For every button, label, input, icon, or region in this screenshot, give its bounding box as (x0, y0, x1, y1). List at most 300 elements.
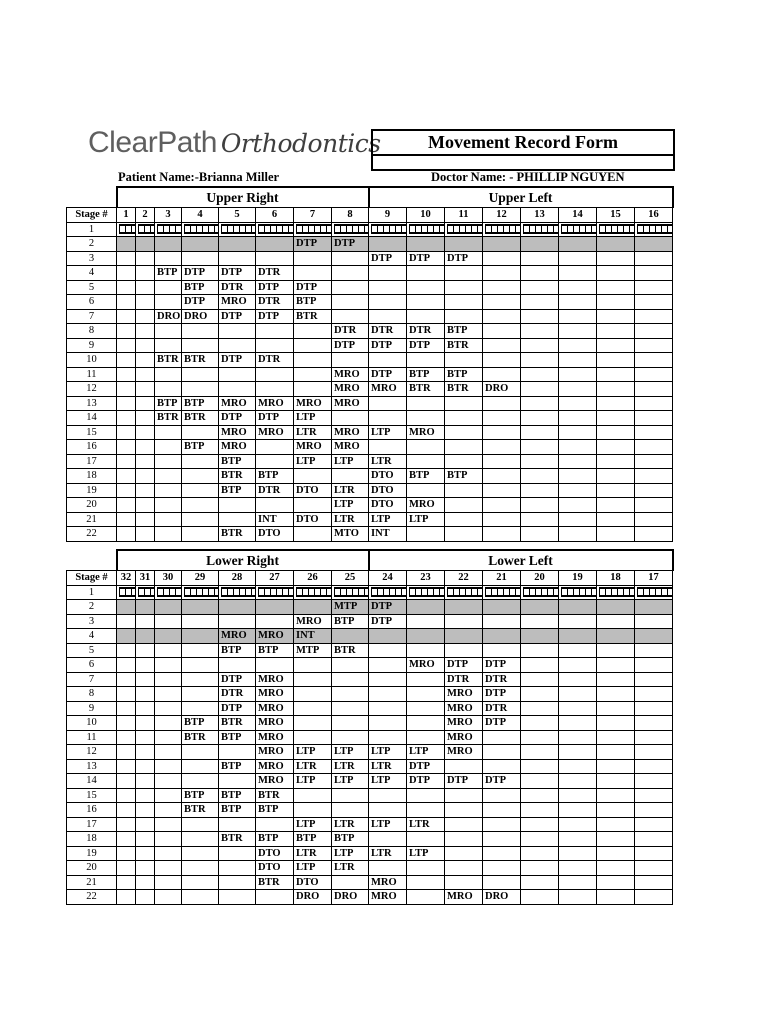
tick-marks (119, 587, 135, 597)
movement-cell: BTP (256, 803, 294, 818)
movement-cell (136, 861, 155, 876)
movement-cell (136, 788, 155, 803)
movement-cell (635, 396, 673, 411)
movement-cell (483, 237, 521, 252)
movement-cell (483, 585, 521, 600)
movement-cell (182, 338, 219, 353)
movement-cell: BTP (182, 788, 219, 803)
movement-cell (182, 512, 219, 527)
movement-cell (407, 527, 445, 542)
lower-arch-table (66, 549, 674, 905)
movement-cell (559, 353, 597, 368)
movement-cell (294, 527, 332, 542)
movement-cell (483, 454, 521, 469)
movement-cell (155, 745, 182, 760)
stage-number: 14 (67, 411, 117, 426)
movement-cell: DRO (483, 890, 521, 905)
movement-cell: LTP (332, 745, 369, 760)
movement-cell: MRO (256, 629, 294, 644)
movement-cell (521, 266, 559, 281)
tooth-number: 7 (294, 208, 332, 223)
movement-cell: MRO (369, 382, 407, 397)
tooth-number: 10 (407, 208, 445, 223)
movement-cell (117, 266, 136, 281)
movement-cell (483, 425, 521, 440)
movement-cell (559, 440, 597, 455)
movement-cell (136, 832, 155, 847)
movement-cell (155, 527, 182, 542)
movement-cell: MRO (256, 774, 294, 789)
movement-cell (117, 338, 136, 353)
movement-cell (635, 600, 673, 615)
movement-cell (117, 643, 136, 658)
movement-cell: MRO (332, 440, 369, 455)
movement-cell (597, 237, 635, 252)
movement-cell (117, 788, 136, 803)
movement-cell: MRO (445, 701, 483, 716)
movement-cell (136, 353, 155, 368)
movement-cell (369, 440, 407, 455)
movement-cell (559, 382, 597, 397)
movement-cell: MRO (445, 730, 483, 745)
movement-cell: DTO (369, 469, 407, 484)
tick-marks (119, 224, 135, 234)
movement-cell (136, 309, 155, 324)
movement-cell: DTP (256, 309, 294, 324)
movement-cell (521, 658, 559, 673)
stage-row (67, 324, 673, 339)
movement-cell (559, 701, 597, 716)
movement-cell (294, 266, 332, 281)
movement-cell (521, 498, 559, 513)
movement-cell (155, 861, 182, 876)
movement-cell (559, 295, 597, 310)
stage-number: 7 (67, 309, 117, 324)
movement-cell: LTP (407, 512, 445, 527)
movement-cell (117, 875, 136, 890)
movement-cell (407, 396, 445, 411)
movement-cell: DRO (332, 890, 369, 905)
movement-cell (483, 745, 521, 760)
movement-cell (597, 745, 635, 760)
movement-cell (182, 324, 219, 339)
movement-cell (521, 222, 559, 237)
doctor-name: Doctor Name: - PHILLIP NGUYEN (431, 170, 625, 184)
movement-cell: BTP (219, 454, 256, 469)
movement-cell (483, 469, 521, 484)
movement-cell (521, 280, 559, 295)
stage-row (67, 701, 673, 716)
movement-cell (559, 367, 597, 382)
movement-cell: MRO (407, 498, 445, 513)
movement-cell (445, 309, 483, 324)
movement-cell (445, 237, 483, 252)
stage-row (67, 774, 673, 789)
movement-cell (136, 295, 155, 310)
movement-cell (407, 875, 445, 890)
movement-cell (136, 716, 155, 731)
movement-cell (521, 237, 559, 252)
movement-cell: BTP (445, 367, 483, 382)
tick-marks (523, 587, 558, 597)
movement-cell: BTR (182, 803, 219, 818)
stage-number: 10 (67, 353, 117, 368)
movement-cell (256, 585, 294, 600)
stage-row (67, 396, 673, 411)
movement-cell (332, 585, 369, 600)
movement-cell (407, 353, 445, 368)
movement-cell (117, 716, 136, 731)
movement-cell: MRO (369, 875, 407, 890)
movement-cell (155, 614, 182, 629)
movement-cell (483, 396, 521, 411)
movement-cell (483, 483, 521, 498)
movement-cell (155, 338, 182, 353)
movement-cell (369, 280, 407, 295)
movement-cell (369, 803, 407, 818)
movement-cell (597, 367, 635, 382)
movement-cell (597, 817, 635, 832)
tick-marks (258, 587, 293, 597)
movement-cell (369, 861, 407, 876)
tooth-number: 21 (483, 571, 521, 586)
movement-cell (635, 585, 673, 600)
movement-cell (332, 658, 369, 673)
movement-cell (559, 396, 597, 411)
movement-cell: DTO (256, 861, 294, 876)
movement-cell (521, 730, 559, 745)
movement-cell (597, 861, 635, 876)
movement-cell (182, 817, 219, 832)
tick-marks (637, 587, 672, 597)
movement-cell (635, 324, 673, 339)
movement-cell (521, 875, 559, 890)
tick-marks (258, 224, 293, 234)
movement-cell: DTR (256, 266, 294, 281)
movement-cell: DTP (483, 716, 521, 731)
movement-cell (136, 440, 155, 455)
movement-cell: MRO (219, 396, 256, 411)
movement-cell: MRO (407, 425, 445, 440)
movement-cell (136, 367, 155, 382)
movement-cell: BTP (155, 396, 182, 411)
tooth-number: 12 (483, 208, 521, 223)
stage-header: Stage # (67, 571, 117, 586)
movement-cell (117, 890, 136, 905)
movement-cell (521, 469, 559, 484)
stage-number: 1 (67, 585, 117, 600)
movement-cell (155, 730, 182, 745)
movement-cell: BTP (219, 788, 256, 803)
stage-number: 16 (67, 803, 117, 818)
movement-cell (294, 803, 332, 818)
movement-cell (635, 875, 673, 890)
movement-cell (597, 585, 635, 600)
movement-cell (483, 338, 521, 353)
movement-cell (635, 658, 673, 673)
movement-cell (559, 890, 597, 905)
stage-number: 11 (67, 367, 117, 382)
movement-cell: BTR (445, 338, 483, 353)
movement-cell (117, 237, 136, 252)
stage-row (67, 498, 673, 513)
movement-cell (407, 803, 445, 818)
movement-cell (559, 803, 597, 818)
movement-cell (635, 382, 673, 397)
movement-cell (635, 759, 673, 774)
stage-row (67, 672, 673, 687)
movement-cell (635, 701, 673, 716)
movement-cell (294, 469, 332, 484)
movement-cell (182, 759, 219, 774)
stage-number: 8 (67, 687, 117, 702)
movement-cell (155, 237, 182, 252)
movement-cell: DTP (483, 774, 521, 789)
movement-cell (483, 527, 521, 542)
movement-cell (407, 716, 445, 731)
movement-cell (521, 643, 559, 658)
movement-cell: BTR (294, 309, 332, 324)
movement-cell (182, 425, 219, 440)
stage-number: 15 (67, 788, 117, 803)
movement-cell: DTR (256, 483, 294, 498)
movement-cell (117, 353, 136, 368)
stage-number: 15 (67, 425, 117, 440)
movement-cell (155, 759, 182, 774)
tick-marks (334, 224, 368, 234)
movement-cell (521, 803, 559, 818)
movement-cell (332, 411, 369, 426)
movement-cell (483, 600, 521, 615)
right-quadrant-title: Lower Right (117, 550, 369, 571)
movement-cell (635, 527, 673, 542)
movement-cell (483, 280, 521, 295)
stage-number: 22 (67, 890, 117, 905)
movement-cell (407, 266, 445, 281)
stage-number: 21 (67, 875, 117, 890)
movement-cell (483, 367, 521, 382)
movement-cell (136, 846, 155, 861)
movement-cell (521, 454, 559, 469)
movement-cell (332, 222, 369, 237)
stage-number: 5 (67, 643, 117, 658)
stage-number: 17 (67, 817, 117, 832)
movement-cell (597, 687, 635, 702)
movement-cell: DTR (483, 672, 521, 687)
movement-cell (521, 774, 559, 789)
movement-cell (117, 483, 136, 498)
movement-cell (155, 701, 182, 716)
stage-number: 20 (67, 498, 117, 513)
movement-cell: LTP (407, 745, 445, 760)
movement-cell (369, 396, 407, 411)
movement-cell (155, 774, 182, 789)
movement-cell: BTP (294, 295, 332, 310)
movement-cell: DTP (332, 338, 369, 353)
blank-cell (67, 187, 117, 208)
movement-cell (521, 672, 559, 687)
movement-cell (635, 222, 673, 237)
stage-row (67, 585, 673, 600)
stage-number: 7 (67, 672, 117, 687)
movement-cell: DTP (182, 295, 219, 310)
movement-cell (117, 658, 136, 673)
movement-cell: BTP (256, 643, 294, 658)
movement-cell (635, 498, 673, 513)
movement-cell: BTR (256, 875, 294, 890)
movement-cell (597, 512, 635, 527)
movement-cell (117, 687, 136, 702)
movement-cell: DTP (445, 774, 483, 789)
movement-cell: MRO (445, 745, 483, 760)
movement-cell (445, 875, 483, 890)
movement-cell (521, 832, 559, 847)
movement-cell (219, 875, 256, 890)
movement-cell (155, 498, 182, 513)
movement-cell (407, 237, 445, 252)
movement-cell (117, 759, 136, 774)
stage-row (67, 745, 673, 760)
movement-cell (407, 861, 445, 876)
movement-cell (117, 222, 136, 237)
movement-cell (155, 440, 182, 455)
stage-row (67, 425, 673, 440)
movement-cell (369, 222, 407, 237)
movement-cell (597, 483, 635, 498)
movement-cell (521, 846, 559, 861)
movement-cell: DTO (294, 483, 332, 498)
movement-cell (294, 222, 332, 237)
movement-cell: DTP (483, 658, 521, 673)
movement-cell (117, 251, 136, 266)
movement-cell (294, 788, 332, 803)
movement-cell: MRO (332, 367, 369, 382)
movement-cell (635, 890, 673, 905)
stage-row (67, 295, 673, 310)
movement-cell (635, 237, 673, 252)
stage-number: 12 (67, 382, 117, 397)
movement-cell (445, 266, 483, 281)
movement-cell (117, 774, 136, 789)
movement-cell (483, 846, 521, 861)
movement-cell (332, 469, 369, 484)
movement-cell: LTP (332, 498, 369, 513)
stage-row (67, 861, 673, 876)
movement-cell (136, 585, 155, 600)
stage-row (67, 222, 673, 237)
movement-cell (136, 396, 155, 411)
movement-cell: INT (256, 512, 294, 527)
movement-cell (407, 832, 445, 847)
movement-cell (182, 454, 219, 469)
movement-cell (294, 658, 332, 673)
movement-cell (521, 745, 559, 760)
movement-cell: INT (369, 527, 407, 542)
stage-number: 19 (67, 846, 117, 861)
stage-row (67, 454, 673, 469)
movement-cell (597, 280, 635, 295)
movement-cell: MTP (294, 643, 332, 658)
movement-cell (407, 411, 445, 426)
tick-marks (561, 587, 596, 597)
stage-row (67, 890, 673, 905)
stage-row (67, 251, 673, 266)
movement-cell (136, 687, 155, 702)
movement-cell (155, 280, 182, 295)
stage-row (67, 730, 673, 745)
movement-cell: DTR (407, 324, 445, 339)
movement-cell: MRO (219, 425, 256, 440)
movement-cell (136, 382, 155, 397)
movement-cell (445, 527, 483, 542)
movement-cell (256, 237, 294, 252)
stage-number: 4 (67, 629, 117, 644)
movement-cell: LTR (294, 425, 332, 440)
movement-cell (635, 730, 673, 745)
movement-cell (597, 353, 635, 368)
movement-cell (445, 629, 483, 644)
movement-cell (445, 817, 483, 832)
movement-cell (155, 803, 182, 818)
movement-cell (294, 324, 332, 339)
movement-cell (521, 309, 559, 324)
movement-cell (483, 411, 521, 426)
blank-cell (67, 550, 117, 571)
movement-cell: MRO (219, 629, 256, 644)
movement-cell (136, 266, 155, 281)
movement-cell: LTP (369, 512, 407, 527)
movement-cell (332, 788, 369, 803)
stage-number: 5 (67, 280, 117, 295)
movement-cell (117, 745, 136, 760)
movement-cell: DTO (369, 483, 407, 498)
movement-cell (635, 440, 673, 455)
movement-cell (635, 411, 673, 426)
movement-cell (182, 251, 219, 266)
movement-cell (407, 788, 445, 803)
movement-cell (559, 861, 597, 876)
movement-cell (483, 251, 521, 266)
movement-cell (559, 222, 597, 237)
stage-row (67, 629, 673, 644)
movement-cell (445, 614, 483, 629)
section-header-row (67, 550, 673, 571)
movement-cell (445, 585, 483, 600)
movement-cell (635, 745, 673, 760)
movement-cell (597, 788, 635, 803)
movement-cell: LTR (294, 759, 332, 774)
movement-cell (369, 658, 407, 673)
movement-cell (597, 527, 635, 542)
movement-cell (521, 353, 559, 368)
movement-cell: DTP (219, 353, 256, 368)
movement-cell: MRO (332, 425, 369, 440)
movement-cell (256, 324, 294, 339)
movement-cell (182, 643, 219, 658)
tick-marks (599, 587, 634, 597)
movement-cell (445, 454, 483, 469)
movement-cell: BTR (219, 469, 256, 484)
movement-cell (445, 643, 483, 658)
movement-cell: BTR (155, 411, 182, 426)
tooth-number: 14 (559, 208, 597, 223)
movement-cell: MRO (256, 745, 294, 760)
movement-cell (117, 629, 136, 644)
stage-number: 13 (67, 759, 117, 774)
movement-cell (521, 367, 559, 382)
movement-cell: BTR (182, 730, 219, 745)
movement-cell (445, 498, 483, 513)
